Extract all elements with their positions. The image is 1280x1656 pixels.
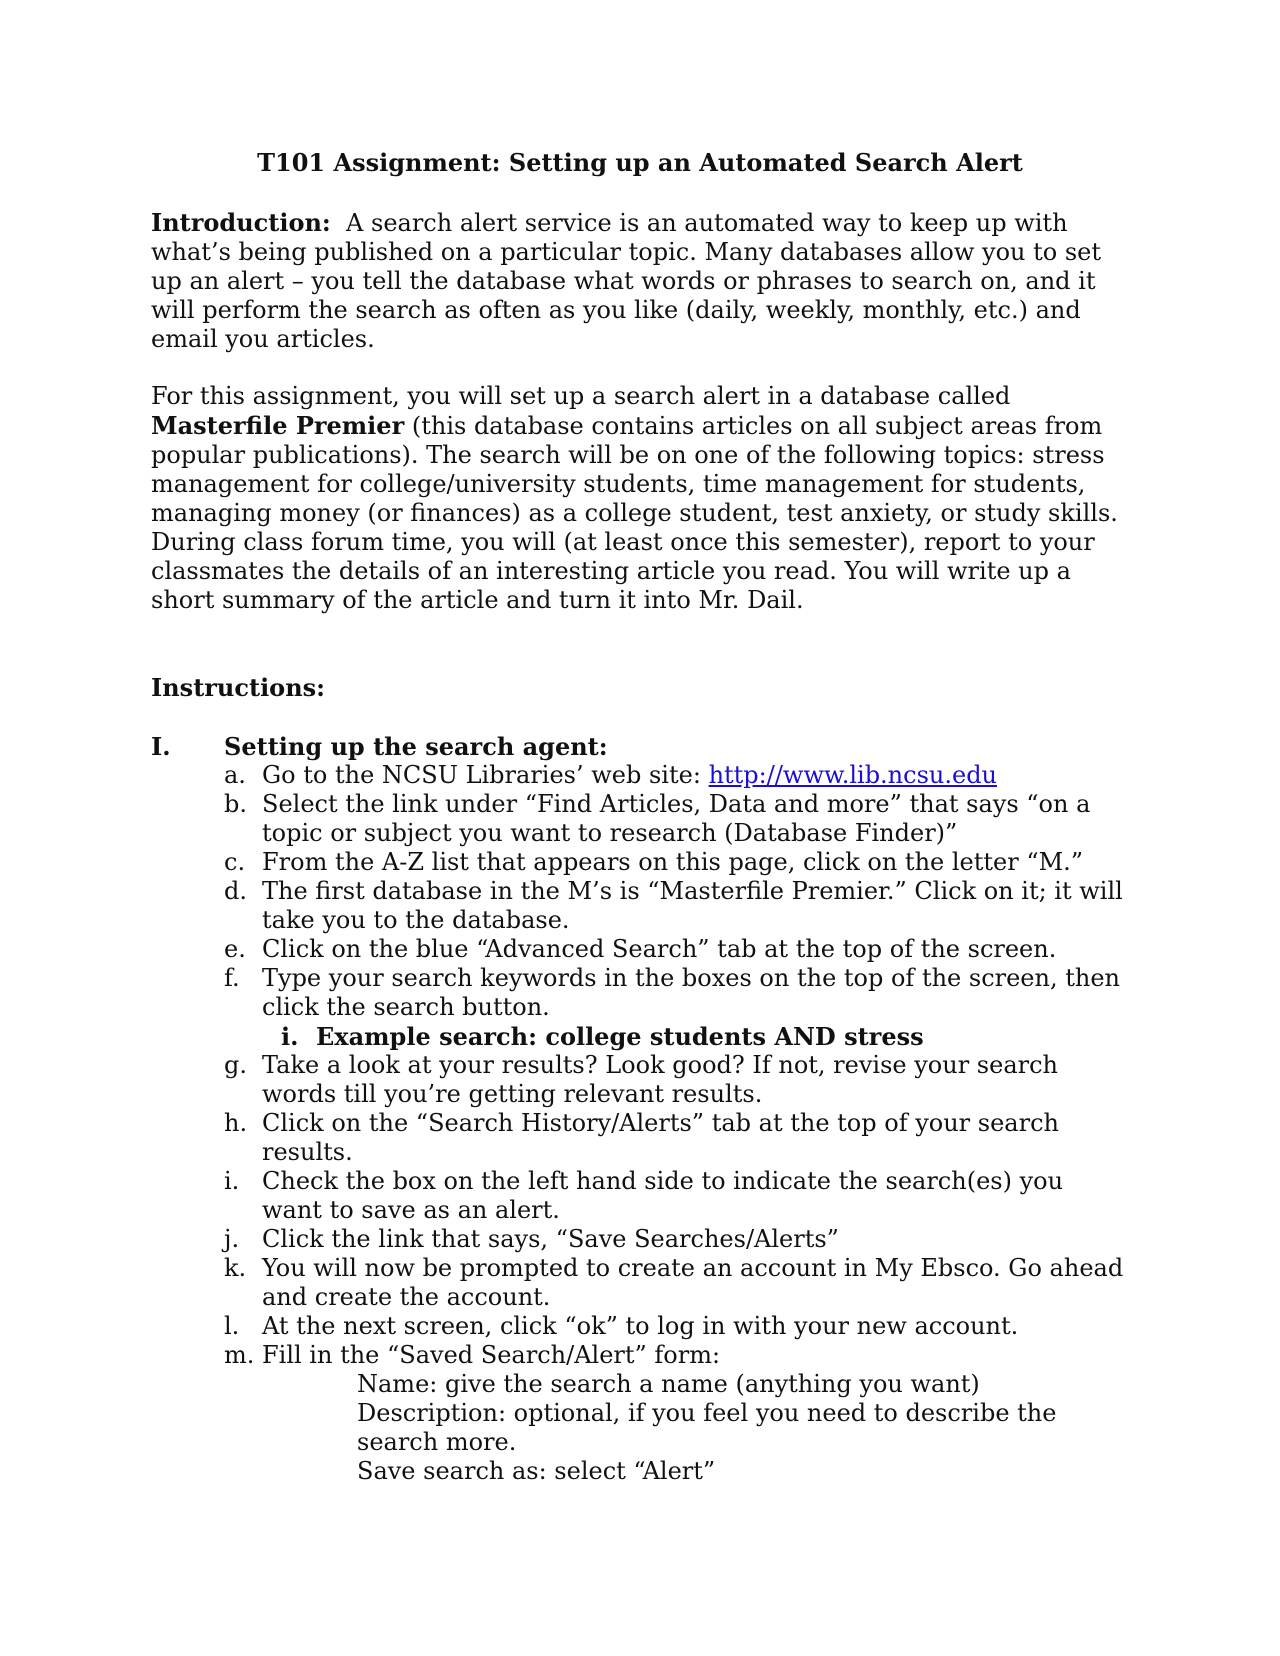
step-text: Take a look at your results? Look good? If not, revise your search words till you’re getting relevant results.: [262, 1051, 1058, 1108]
step-h: [224, 1109, 1124, 1167]
step-letter: l.: [224, 1312, 240, 1340]
introduction-text: A search alert service is an automated way to keep up with what’s being published on a particular topic. Many databases allow you to set up an alert – you tell the database what words or phrases to search on, and it will perform the search as often as you like (daily, weekly, monthly, etc.) and email you articles.: [151, 209, 1102, 353]
step-letter: f.: [224, 964, 240, 992]
step-text: Go to the NCSU Libraries’ web site:: [262, 761, 701, 789]
form-field-save-as: Save search as: select “Alert”: [357, 1457, 716, 1485]
step-text: Type your search keywords in the boxes on the top of the screen, then click the search button.: [262, 964, 1120, 1021]
step-text: Click on the blue “Advanced Search” tab at the top of the screen.: [262, 935, 1057, 963]
assignment-paragraph: [151, 382, 1121, 615]
substep-text: Example search: college students AND stress: [316, 1022, 924, 1051]
step-text: Select the link under “Find Articles, Data and more” that says “on a topic or subject you want to research (Database Finder)”: [262, 790, 1091, 847]
database-name: Masterfile Premier: [151, 411, 405, 440]
section-title: Setting up the search agent:: [224, 732, 608, 761]
step-b: [224, 790, 1124, 848]
step-letter: h.: [224, 1109, 248, 1137]
document-title: T101 Assignment: Setting up an Automated Search Alert: [257, 148, 1023, 177]
step-text: Check the box on the left hand side to indicate the search(es) you want to save as an alert.: [262, 1167, 1064, 1224]
step-letter: m.: [224, 1341, 255, 1369]
step-j: [224, 1225, 1124, 1254]
assignment-lead: For this assignment, you will set up a search alert in a database called: [151, 382, 1011, 410]
step-a: [224, 761, 1124, 790]
step-text: Click the link that says, “Save Searches/Alerts”: [262, 1225, 839, 1253]
step-text: At the next screen, click “ok” to log in with your new account.: [262, 1312, 1019, 1340]
substep-numeral: i.: [281, 1022, 299, 1051]
step-text: Click on the “Search History/Alerts” tab at the top of your search results.: [262, 1109, 1059, 1166]
step-letter: k.: [224, 1254, 247, 1282]
step-letter: g.: [224, 1051, 247, 1079]
form-field-name: Name: give the search a name (anything you want): [357, 1370, 980, 1398]
steps-list: [224, 761, 1124, 1486]
introduction-label: Introduction:: [151, 208, 331, 237]
step-letter: d.: [224, 877, 247, 905]
step-e: [224, 935, 1124, 964]
step-letter: c.: [224, 848, 246, 876]
step-i: [224, 1167, 1124, 1225]
section-number: I.: [151, 732, 171, 761]
step-text: The first database in the M’s is “Masterfile Premier.” Click on it; it will take you to the database.: [262, 877, 1123, 934]
step-d: [224, 877, 1124, 935]
step-text: From the A-Z list that appears on this page, click on the letter “M.”: [262, 848, 1084, 876]
form-field-description: Description: optional, if you feel you need to describe the search more.: [357, 1399, 1057, 1456]
step-l: [224, 1312, 1124, 1341]
step-f: [224, 964, 1124, 1022]
ncsu-libraries-link[interactable]: http://www.lib.ncsu.edu: [708, 761, 998, 789]
step-letter: i.: [224, 1167, 240, 1195]
assignment-text: (this database contains articles on all subject areas from popular publications). The search will be on one of the following topics: stress management for college/university students, time management for students, managing money (or finances) as a college student, test anxiety, or study skills. During class forum time, you will (at least once this semester), report to your classmates the details of an interesting article you read. You will write up a short summary of the article and turn it into Mr. Dail.: [151, 412, 1118, 614]
step-g: [224, 1051, 1124, 1109]
step-text: Fill in the “Saved Search/Alert” form:: [262, 1341, 721, 1369]
saved-search-form-fields: [262, 1370, 1124, 1486]
step-letter: a.: [224, 761, 246, 789]
introduction-paragraph: [151, 208, 1121, 354]
instructions-heading: Instructions:: [151, 673, 326, 702]
step-c: [224, 848, 1124, 877]
step-letter: b.: [224, 790, 247, 818]
step-k: [224, 1254, 1124, 1312]
step-text: You will now be prompted to create an account in My Ebsco. Go ahead and create the account.: [262, 1254, 1124, 1311]
step-letter: j.: [224, 1225, 240, 1253]
step-letter: e.: [224, 935, 246, 963]
step-m: [224, 1341, 1124, 1486]
substep-example-search: [224, 1022, 1124, 1051]
